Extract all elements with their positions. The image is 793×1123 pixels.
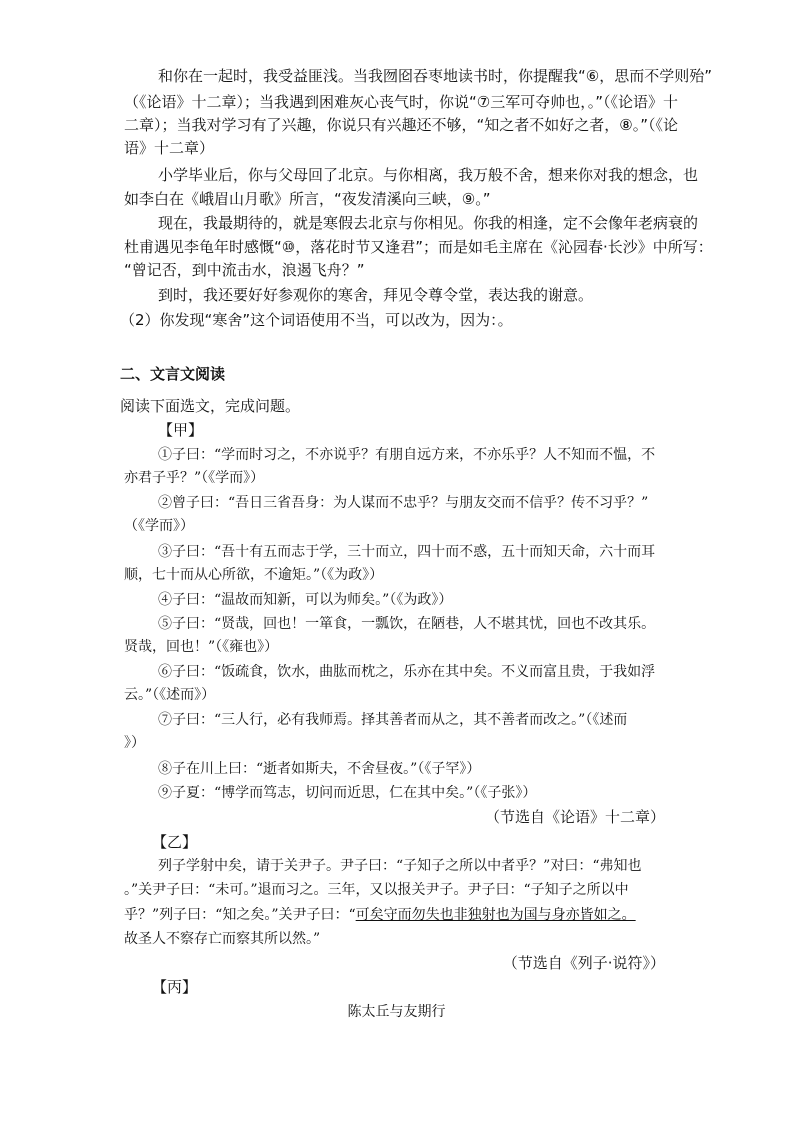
letter-line: 如李白在《峨眉山月歌》所言，“夜发清溪向三峡，⑨。” — [124, 190, 491, 208]
letter-line: （《论语》十二章）；当我遇到困难灰心丧气时，你说“⑦三军可夺帅也，。”（《论语》十 — [124, 93, 678, 111]
passage-title: 陈太丘与友期行 — [347, 1004, 446, 1020]
passage-line: ⑦子曰：“三人行，必有我师焉。择其善者而从之，其不善者而改之。”（《述而 — [158, 712, 628, 728]
passage-line: 亦君子乎？”（《学而》） — [124, 470, 265, 486]
passage-source: （节选自《论语》十二章） — [484, 808, 665, 826]
passage-line: 云。”（《述而》） — [124, 687, 216, 703]
letter-line: 和你在一起时，我受益匪浅。当我囫囵吞枣地读书时，你提醒我“⑥，思而不学则殆” — [158, 67, 712, 85]
passage-line: 故圣人不察存亡而察其所以然。” — [124, 931, 321, 947]
passage-label-jia: 【甲】 — [158, 421, 204, 439]
passage-label-bing: 【丙】 — [152, 978, 198, 996]
passage-line: ⑨子夏：“博学而笃志，切问而近思，仁在其中矣。”（《子张》） — [158, 785, 537, 801]
letter-line: 语》十二章） — [124, 139, 215, 157]
letter-line: 小学毕业后，你与父母回了北京。与你相离，我万般不舍，想来你对我的想念，也 — [158, 166, 699, 184]
letter-line: 杜甫遇见李龟年时感慨“⑩，落花时节又逢君”；而是如毛主席在《沁园春·长沙》中所写： — [124, 238, 713, 256]
letter-line: 现在，我最期待的，就是寒假去北京与你相见。你我的相逢，定不会像年老病衰的 — [158, 214, 699, 232]
passage-line: ②曾子曰：“吾日三省吾身：为人谋而不忠乎？与朋友交而不信乎？传不习乎？” — [158, 495, 649, 511]
passage-text: 乎？”列子曰：“知之矣。”关尹子曰：“ — [124, 907, 356, 923]
passage-label-yi: 【乙】 — [152, 833, 198, 851]
question-2: （2）你发现“寒舍”这个词语使用不当，可以改为，因为：。 — [120, 311, 513, 329]
passage-line: （《学而》） — [124, 518, 194, 534]
letter-line: “曾记否，到中流击水，浪遏飞舟？” — [124, 261, 365, 279]
passage-line: 顺，七十而从心所欲，不逾矩。”（《为政》） — [124, 567, 384, 583]
passage-line: ⑥子曰：“饭疏食，饮水，曲肱而枕之，乐亦在其中矣。不义而富且贵，于我如浮 — [158, 664, 656, 680]
passage-line: 》） — [124, 735, 145, 751]
passage-line: ①子曰：“学而时习之，不亦说乎？有朋自远方来，不亦乐乎？人不知而不愠，不 — [158, 447, 656, 463]
letter-line: 到时，我还要好好参观你的寒舍，拜见令尊令堂，表达我的谢意。 — [158, 286, 594, 304]
underlined-sentence: 可矣守而勿失也非独射也为国与身亦皆如之。 — [355, 907, 636, 923]
passage-line: ⑤子曰：“贤哉，回也！一箪食，一瓢饮，在陋巷，人不堪其忧，回也不改其乐。 — [158, 616, 656, 632]
section-heading: 二、文言文阅读 — [120, 365, 226, 383]
passage-line: ③子曰：“吾十有五而志于学，三十而立，四十而不惑，五十而知天命，六十而耳 — [158, 544, 656, 560]
passage-source: （节选自《列子·说符》） — [502, 954, 665, 972]
passage-line: 列子学射中矣，请于关尹子。尹子曰：“子知子之所以中者乎？”对曰：“弗知也 — [158, 858, 642, 874]
letter-line: 二章）；当我对学习有了兴趣，你说只有兴趣还不够，“知之者不如好之者，⑧。”（《论 — [124, 116, 678, 134]
passage-line — [124, 905, 793, 925]
passage-line: ⑧子在川上曰：“逝者如斯夫，不舍昼夜。”（《子罕》） — [158, 761, 481, 777]
passage-line: ④子曰：“温故而知新，可以为师矣。”（《为政》） — [158, 592, 453, 608]
passage-line: 贤哉，回也！”（《雍也》） — [124, 639, 279, 655]
passage-line: 。”关尹子曰：“未可。”退而习之。三年，又以报关尹子。尹子曰：“子知子之所以中 — [124, 882, 629, 898]
section-instruction: 阅读下面选文，完成问题。 — [120, 397, 301, 415]
